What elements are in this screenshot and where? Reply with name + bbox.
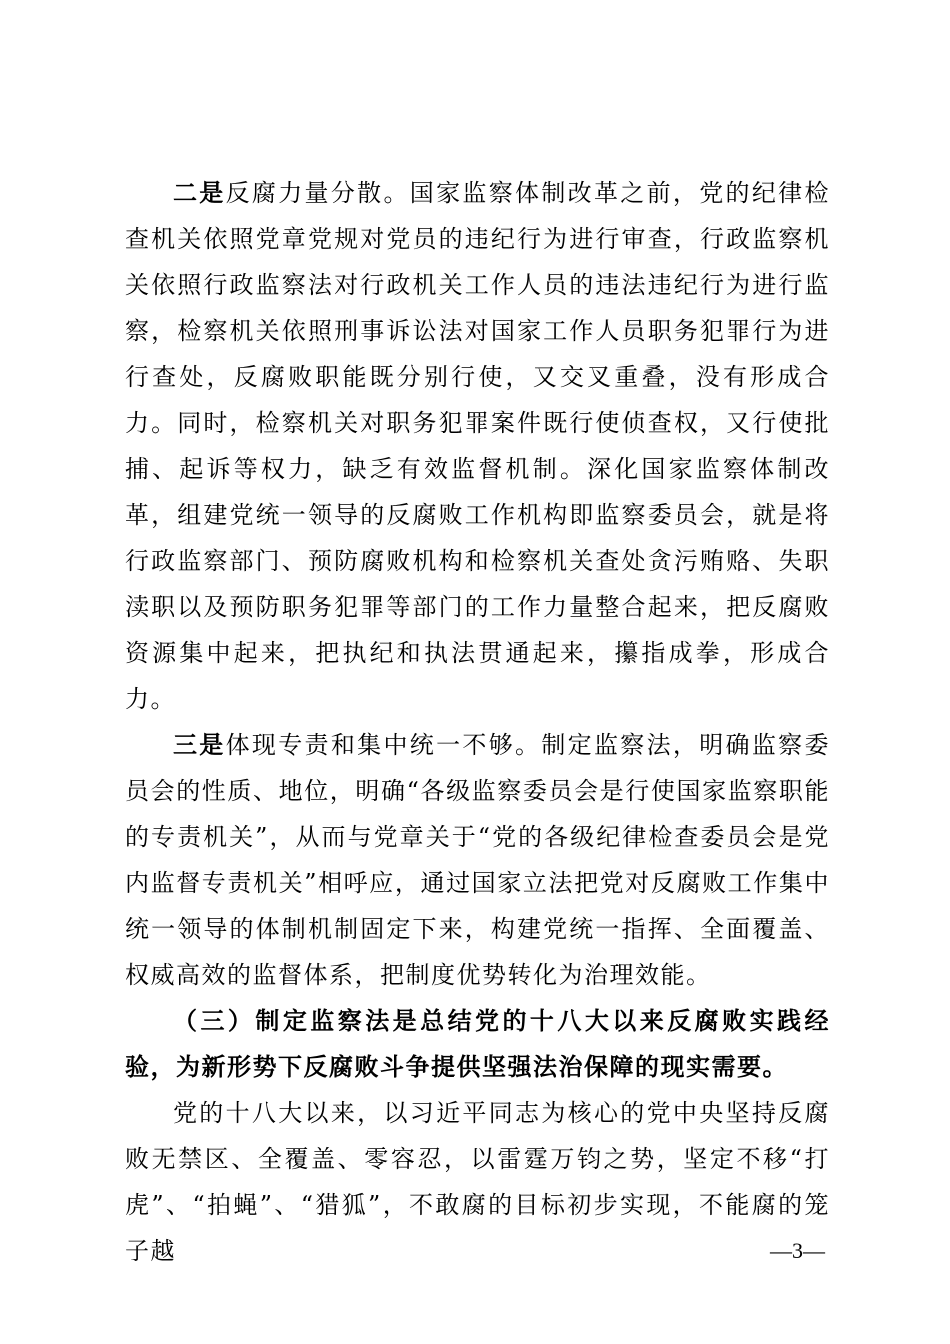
body-text (125, 170, 830, 1274)
paragraph-lead-bold: 三是 (173, 730, 226, 759)
paragraph-text: 党的十八大以来，以习近平同志为核心的党中央坚持反腐败无禁区、全覆盖、零容忍，以雷霆万钧之势，坚定不移“打虎”、“拍蝇”、“猎狐”，不敢腐的目标初步实现，不能腐的笼子越 (125, 1099, 830, 1265)
paragraph-third-point (125, 722, 830, 998)
page-number: —3— (770, 1238, 825, 1263)
paragraph-second-point (125, 170, 830, 722)
paragraph-since-18th-congress (125, 1090, 830, 1274)
paragraph-lead-bold: 二是 (173, 178, 226, 207)
paragraph-text: 反腐力量分散。国家监察体制改革之前，党的纪律检查机关依照党章党规对党员的违纪行为进行审查，行政监察机关依照行政监察法对行政机关工作人员的违法违纪行为进行监察，检察机关依照刑事诉讼法对国家工作人员职务犯罪行为进行查处，反腐败职能既分别行使，又交叉重叠，没有形成合力。同时，检察机关对职务犯罪案件既行使侦查权，又行使批捕、起诉等权力，缺乏有效监督机制。深化国家监察体制改革，组建党统一领导的反腐败工作机构即监察委员会，就是将行政监察部门、预防腐败机构和检察机关查处贪污贿赂、失职渎职以及预防职务犯罪等部门的工作力量整合起来，把反腐败资源集中起来，把执纪和执法贯通起来，攥指成拳，形成合力。 (125, 179, 830, 713)
paragraph-text: 体现专责和集中统一不够。制定监察法，明确监察委员会的性质、地位，明确“各级监察委员会是行使国家监察职能的专责机关”，从而与党章关于“党的各级纪律检查委员会是党内监督专责机关”相呼应，通过国家立法把党对反腐败工作集中统一领导的体制机制固定下来，构建党统一指挥、全面覆盖、权威高效的监督体系，把制度优势转化为治理效能。 (125, 731, 830, 989)
section-heading-three: （三）制定监察法是总结党的十八大以来反腐败实践经验，为新形势下反腐败斗争提供坚强法治保障的现实需要。 (125, 1006, 830, 1081)
